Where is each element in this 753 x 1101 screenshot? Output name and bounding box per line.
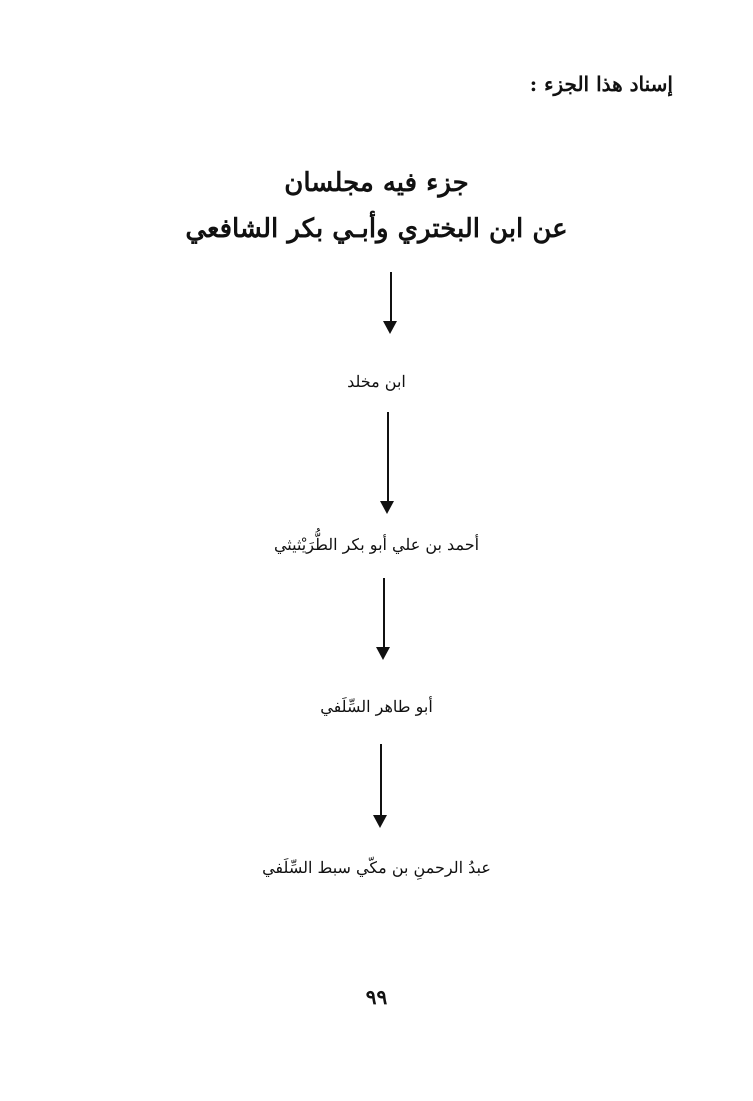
- page-number: ٩٩: [365, 985, 388, 1009]
- chain-narrator-1: ابن مخلد: [347, 372, 406, 391]
- arrow-down-icon: [380, 412, 396, 514]
- arrow-down-icon: [373, 744, 389, 828]
- chain-narrator-2: أحمد بن علي أبو بكر الطُّرَيْثيثي: [273, 535, 480, 554]
- section-heading: إسناد هذا الجزء :: [529, 72, 673, 96]
- chain-narrator-4: عبدُ الرحمنِ بن مكّي سبط السِّلَفي: [262, 858, 491, 877]
- book-title-line-1: جزء فيه مجلسان: [284, 168, 469, 198]
- book-title-line-2: عن ابن البختري وأبـي بكر الشافعي: [185, 214, 568, 244]
- chain-narrator-3: أبو طاهر السِّلَفي: [320, 697, 433, 716]
- arrow-down-icon: [376, 578, 392, 660]
- arrow-down-icon: [383, 272, 399, 334]
